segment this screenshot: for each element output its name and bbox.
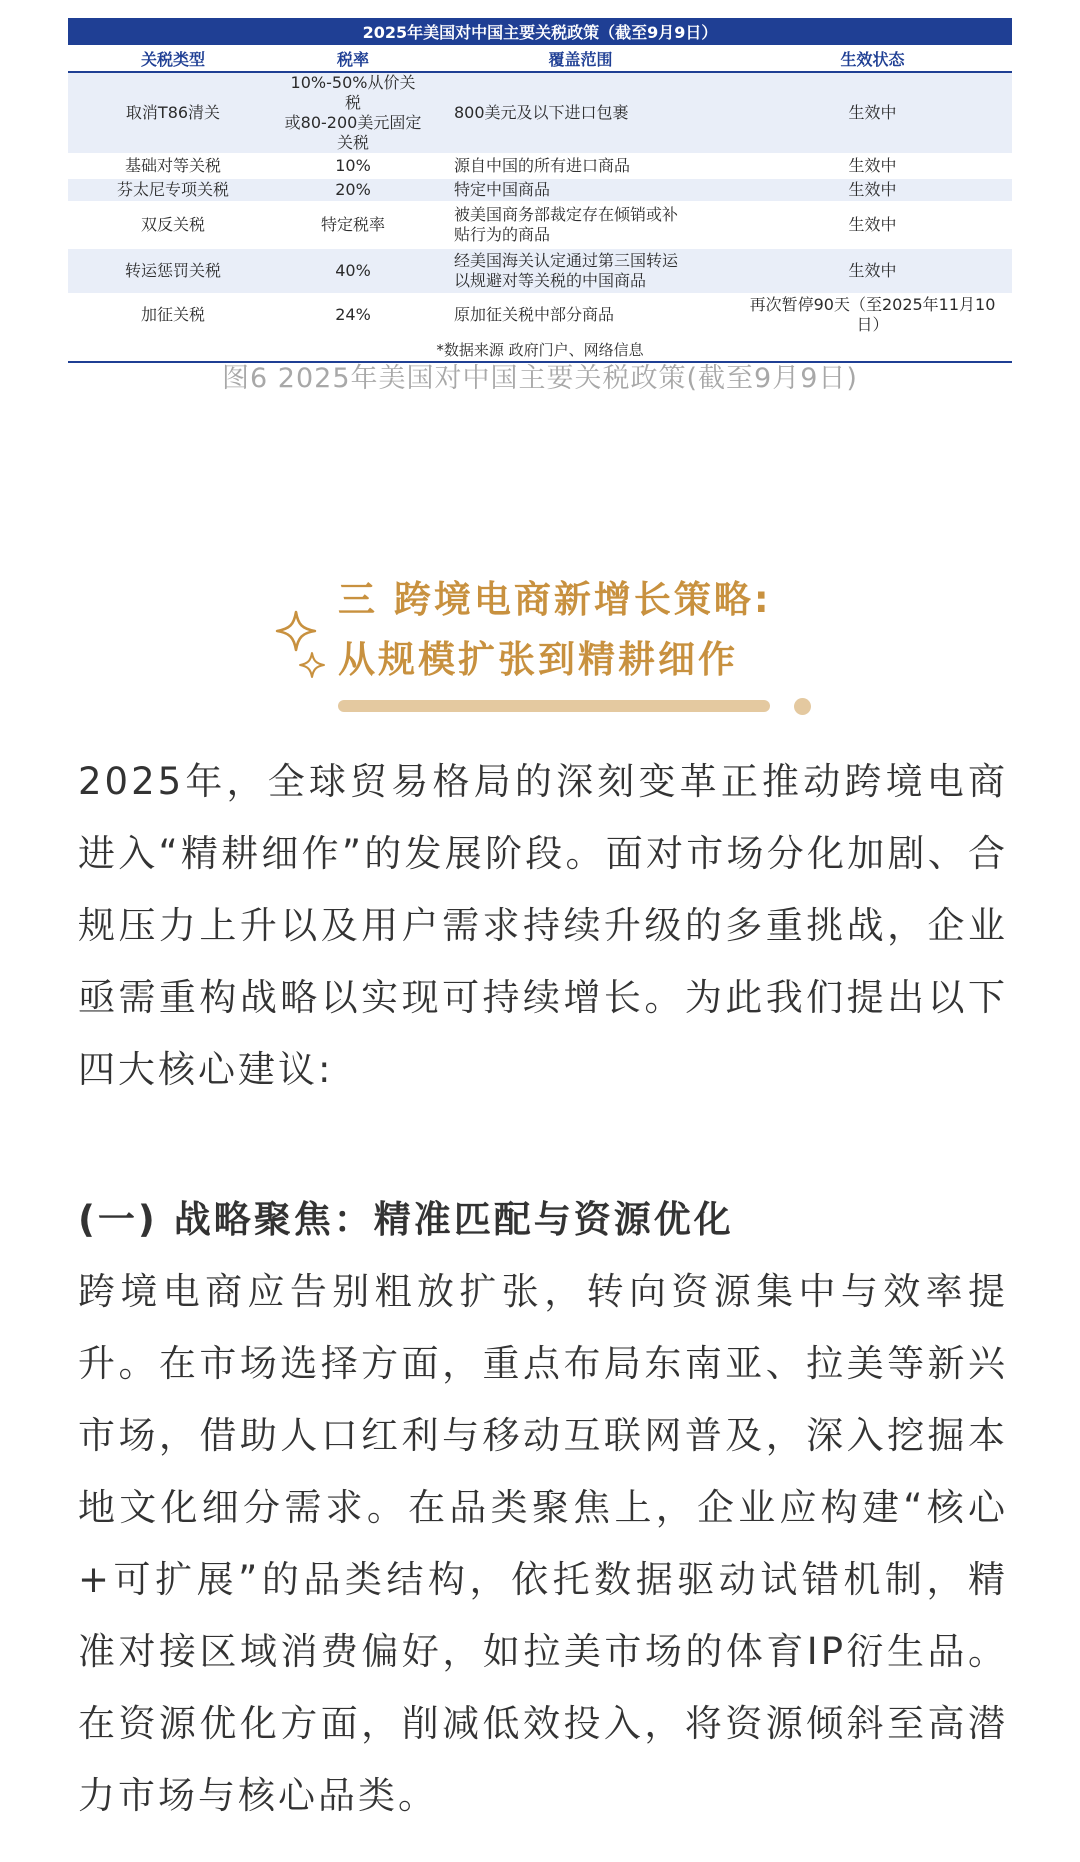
cell-scope [428,202,733,248]
scope-text: 被美国商务部裁定存在倾销或补 贴行为的商品 [454,205,679,244]
table-row [68,202,1012,248]
scope-text: 经美国海关认定通过第三国转运 以规避对等关税的中国商品 [454,251,679,290]
table-row [68,154,1012,178]
column-header-scope: 覆盖范围 [428,45,733,72]
figure-caption: 图6 2025年美国对中国主要关税政策(截至9月9日) [222,363,858,394]
table-header-row [68,45,1012,72]
cell-status: 生效中 [733,248,1012,294]
cell-rate: 40% [278,248,428,294]
cell-type: 加征关税 [68,294,278,336]
column-header-type: 关税类型 [68,45,278,72]
cell-rate [278,72,428,154]
cell-type: 转运惩罚关税 [68,248,278,294]
cell-rate: 20% [278,178,428,202]
table-row [68,248,1012,294]
heading-underline-dot [794,698,811,715]
cell-scope: 原加征关税中部分商品 [428,294,733,336]
cell-scope: 800美元及以下进口包裹 [428,72,733,154]
column-header-rate: 税率 [278,45,428,72]
cell-scope: 源自中国的所有进口商品 [428,154,733,178]
cell-scope: 特定中国商品 [428,178,733,202]
cell-status: 生效中 [733,154,1012,178]
intro-paragraph: 2025年，全球贸易格局的深刻变革正推动跨境电商进入“精耕细作”的发展阶段。面对市场分化加剧、合规压力上升以及用户需求持续升级的多重挑战，企业亟需重构战略以实现可持续增长。为此我们提出以下四大核心建议: [78,760,1008,1091]
section-heading [338,570,772,690]
strategy-focus-paragraph: 跨境电商应告别粗放扩张，转向资源集中与效率提升。在市场选择方面，重点布局东南亚、拉美等新兴市场，借助人口红利与移动互联网普及，深入挖掘本地文化细分需求。在品类聚焦上，企业应构建“核心+可扩展”的品类结构，依托数据驱动试错机制，精准对接区域消费偏好，如拉美市场的体育IP衍生品。在资源优化方面，削减低效投入，将资源倾斜至高潜力市场与核心品类。 [78,1270,1008,1817]
table-source-note: *数据来源 政府门户、网络信息 [68,336,1012,362]
table-row [68,178,1012,202]
section-title-line1: 三 跨境电商新增长策略: [338,578,772,621]
subheading-strategy-focus: (一) 战略聚焦：精准匹配与资源优化 [78,1198,734,1241]
cell-status: 生效中 [733,178,1012,202]
cell-rate: 10% [278,154,428,178]
table-title-row [68,18,1012,45]
section-title-line2: 从规模扩张到精耕细作 [338,638,738,681]
heading-underline-bar [338,700,770,712]
table-row [68,294,1012,336]
table-row [68,72,1012,154]
cell-status: 再次暂停90天（至2025年11月10日） [733,294,1012,336]
cell-rate: 24% [278,294,428,336]
cell-status: 生效中 [733,72,1012,154]
sparkle-icon [275,610,317,652]
cell-status: 生效中 [733,202,1012,248]
cell-rate: 特定税率 [278,202,428,248]
cell-scope [428,248,733,294]
rate-line: 10%-50%从价关税 或80-200美元固定关税 [284,73,422,152]
cell-type: 芬太尼专项关税 [68,178,278,202]
column-header-status: 生效状态 [733,45,1012,72]
cell-type: 基础对等关税 [68,154,278,178]
cell-type: 取消T86清关 [68,72,278,154]
tariff-policy-table [68,18,1012,363]
sparkle-icon [298,651,326,679]
table-title: 2025年美国对中国主要关税政策（截至9月9日） [68,18,1012,45]
cell-type: 双反关税 [68,202,278,248]
